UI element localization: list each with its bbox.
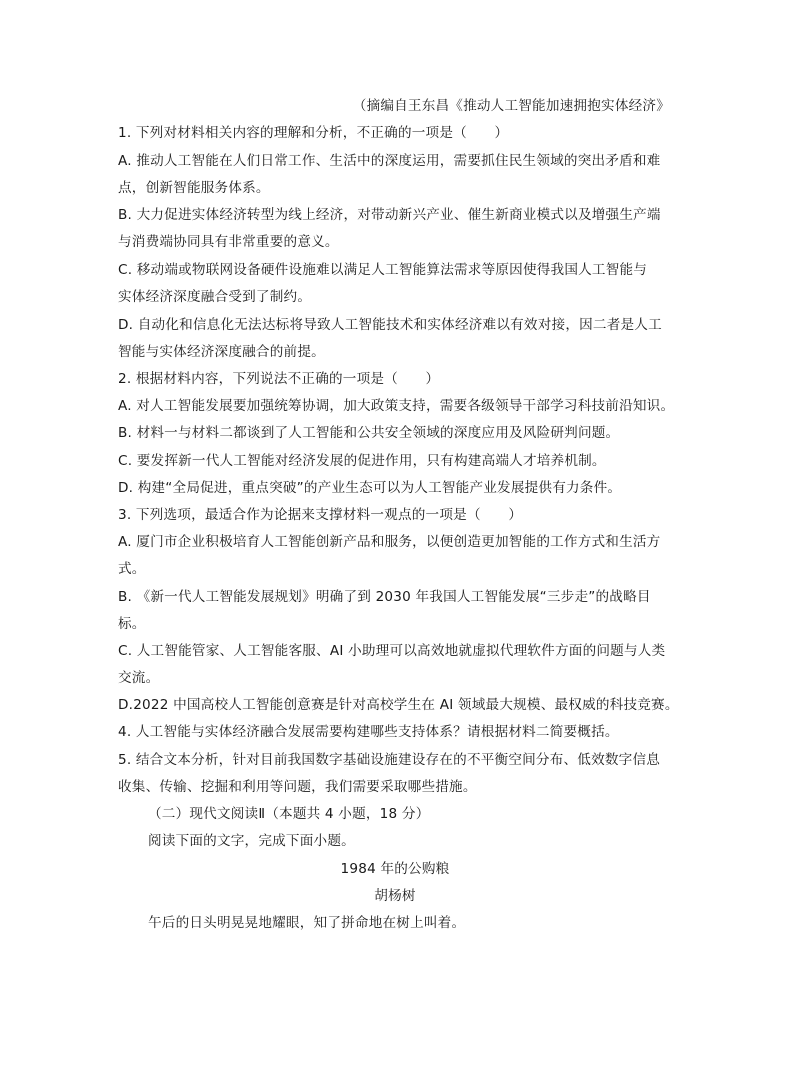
q3-option-c-line1: C. 人工智能管家、人工智能客服、AI 小助理可以高效地就虚拟代理软件方面的问题与人类 [118,643,666,659]
q1-option-d-line1: D. 自动化和信息化无法达标将导致人工智能技术和实体经济难以有效对接，因二者是人工 [118,317,662,333]
reading-instruction: 阅读下面的文字，完成下面小题。 [148,833,355,849]
q5-stem-line2: 收集、传输、挖掘和利用等问题，我们需要采取哪些措施。 [118,779,477,795]
q1-option-a-line2: 点，创新智能服务体系。 [118,180,270,196]
q3-option-d: D.2022 中国高校人工智能创意赛是针对高校学生在 AI 领域最大规模、最权威的科技竞赛。 [118,697,679,713]
q3-option-c-line2: 交流。 [118,670,160,686]
q3-option-b-line1: B. 《新一代人工智能发展规划》明确了到 2030 年我国人工智能发展“三步走”的战略目 [118,589,651,605]
section-header: （二）现代文阅读Ⅱ（本题共 4 小题，18 分） [148,806,430,822]
q3-option-a-line2: 式。 [118,561,146,577]
q1-option-c-line2: 实体经济深度融合受到了制约。 [118,289,312,305]
q1-option-a-line1: A. 推动人工智能在人们日常工作、生活中的深度运用，需要抓住民生领域的突出矛盾和难 [118,153,661,169]
q4-stem: 4. 人工智能与实体经济融合发展需要构建哪些支持体系？请根据材料二简要概括。 [118,724,619,740]
q2-option-c: C. 要发挥新一代人工智能对经济发展的促进作用，只有构建高端人才培养机制。 [118,453,606,469]
q2-option-b: B. 材料一与材料二都谈到了人工智能和公共安全领域的深度应用及风险研判问题。 [118,425,620,441]
q2-option-a: A. 对人工智能发展要加强统筹协调，加大政策支持，需要各级领导干部学习科技前沿知识。 [118,398,675,414]
q1-stem: 1. 下列对材料相关内容的理解和分析，不正确的一项是（ ） [118,125,509,141]
q3-option-b-line2: 标。 [118,616,146,632]
q3-option-a-line1: A. 厦门市企业积极培育人工智能创新产品和服务，以便创造更加智能的工作方式和生活方 [118,534,661,550]
q5-stem-line1: 5. 结合文本分析，针对目前我国数字基础设施建设存在的不平衡空间分布、低效数字信息 [118,752,661,768]
q2-option-d: D. 构建“全局促进，重点突破”的产业生态可以为人工智能产业发展提供有力条件。 [118,480,622,496]
story-first-paragraph: 午后的日头明晃晃地耀眼，知了拼命地在树上叫着。 [148,915,466,931]
story-title: 1984 年的公购粮 [340,861,450,877]
story-author: 胡杨树 [374,888,416,904]
q1-option-c-line1: C. 移动端或物联网设备硬件设施难以满足人工智能算法需求等原因使得我国人工智能与 [118,262,648,278]
q3-stem: 3. 下列选项，最适合作为论据来支撑材料一观点的一项是（ ） [118,507,523,523]
source-citation: （摘编自王东昌《推动人工智能加速拥抱实体经济》 [352,98,670,114]
q1-option-b-line2: 与消费端协同具有非常重要的意义。 [118,234,339,250]
q2-stem: 2. 根据材料内容，下列说法不正确的一项是（ ） [118,371,440,387]
q1-option-d-line2: 智能与实体经济深度融合的前提。 [118,344,325,360]
q1-option-b-line1: B. 大力促进实体经济转型为线上经济，对带动新兴产业、催生新商业模式以及增强生产端 [118,207,661,223]
